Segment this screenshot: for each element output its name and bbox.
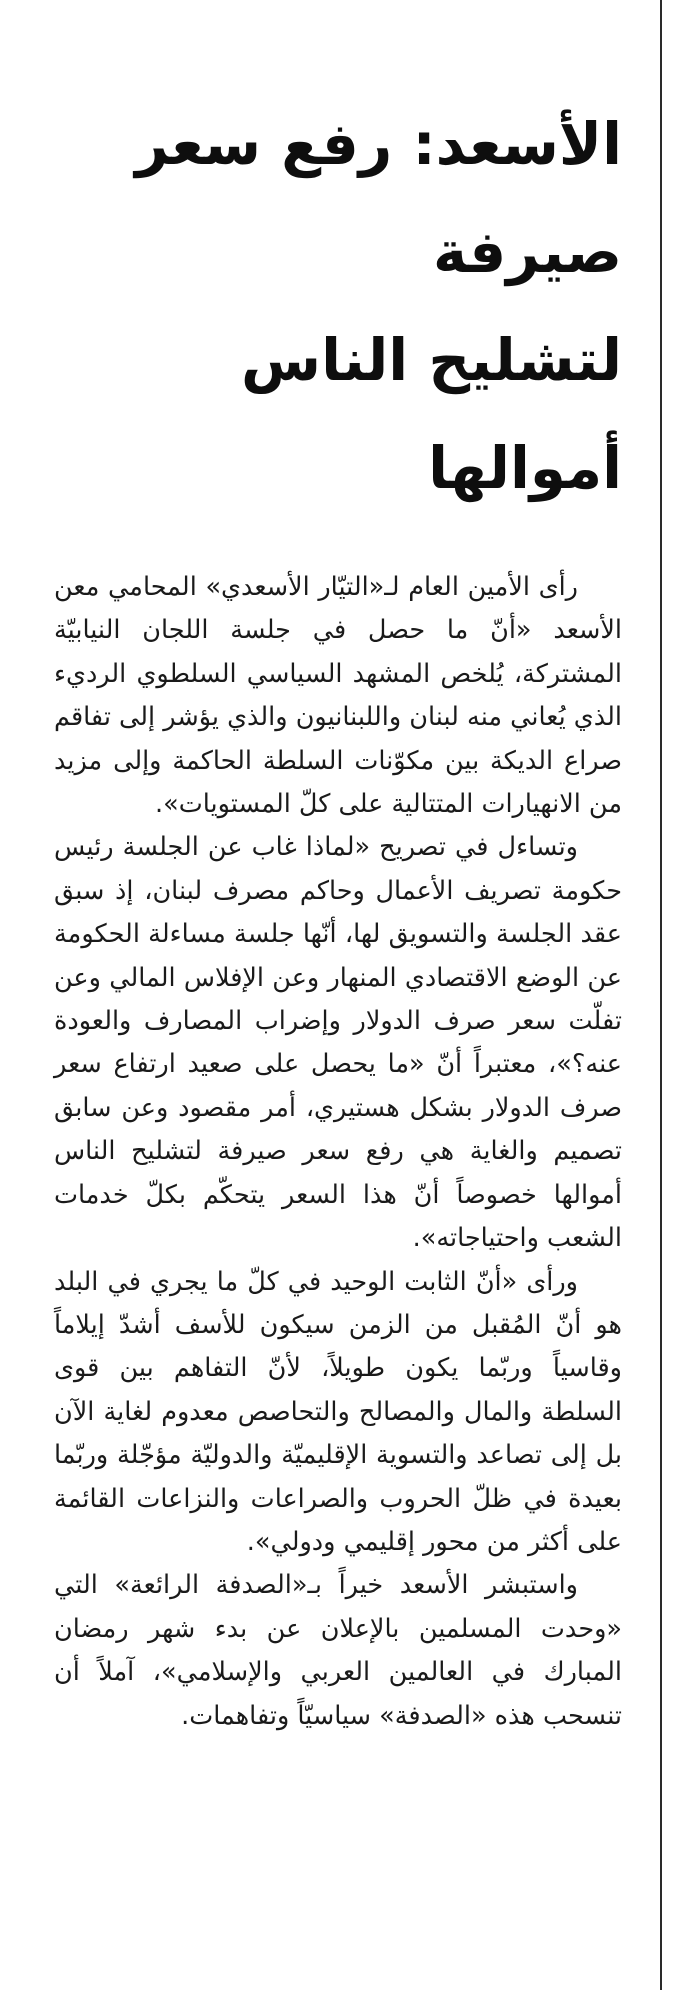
headline-line-1: الأسعد: رفع سعر صيرفة bbox=[135, 110, 622, 286]
article-paragraph-2: وتساءل في تصريح «لماذا غاب عن الجلسة رئيس حكومة تصريف الأعمال وحاكم مصرف لبنان، إذ سبق عقد الجلسة والتسويق لها، أنّها جلسة مساءلة الحكومة عن الوضع الاقتصادي المنهار وعن الإفلاس المالي وعن تفلّت سعر صرف الدولار وإضراب المصارف والعودة عنه؟»، معتبراً أنّ «ما يحصل على صعيد ارتفاع سعر صرف الدولار بشكل هستيري، أمر مقصود وعن سابق تصميم والغاية هي رفع سعر صيرفة لتشليح الناس أموالها خصوصاً أنّ هذا السعر يتحكّم بكلّ خدمات الشعب واحتياجاته». bbox=[54, 832, 622, 1254]
headline-line-2: لتشليح الناس أموالها bbox=[241, 326, 622, 502]
article-paragraph-3: ورأى «أنّ الثابت الوحيد في كلّ ما يجري في البلد هو أنّ المُقبل من الزمن سيكون للأسف أشدّ إيلاماً وقاسياً وربّما يكون طويلاً، لأنّ التفاهم بين قوى السلطة والمال والمصالح والتحاصص معدوم لغاية الآن بل إلى تصاعد والتسوية الإقليميّة والدوليّة مؤجّلة وربّما بعيدة في ظلّ الحروب والصراعات والنزاعات القائمة على أكثر من محور إقليمي ودولي». bbox=[54, 1266, 622, 1557]
article-body bbox=[54, 566, 622, 1738]
news-article bbox=[54, 90, 622, 1738]
article-headline bbox=[54, 90, 622, 522]
column-divider-rule bbox=[660, 0, 662, 1990]
article-paragraph-1: رأى الأمين العام لـ«التيّار الأسعدي» المحامي معن الأسعد «أنّ ما حصل في جلسة اللجان النيابيّة المشتركة، يُلخص المشهد السياسي السلطوي الرديء الذي يُعاني منه لبنان واللبنانيون والذي يؤشر إلى تفاقم صراع الديكة بين مكوّنات السلطة الحاكمة وإلى مزيد من الانهيارات المتتالية على كلّ المستويات». bbox=[54, 572, 622, 820]
article-paragraph-4: واستبشر الأسعد خيراً بـ«الصدفة الرائعة» التي «وحدت المسلمين بالإعلان عن بدء شهر رمضان المبارك في العالمين العربي والإسلامي»، آملاً أن تنسحب هذه «الصدفة» سياسيّاً وتفاهمات. bbox=[54, 1570, 622, 1731]
